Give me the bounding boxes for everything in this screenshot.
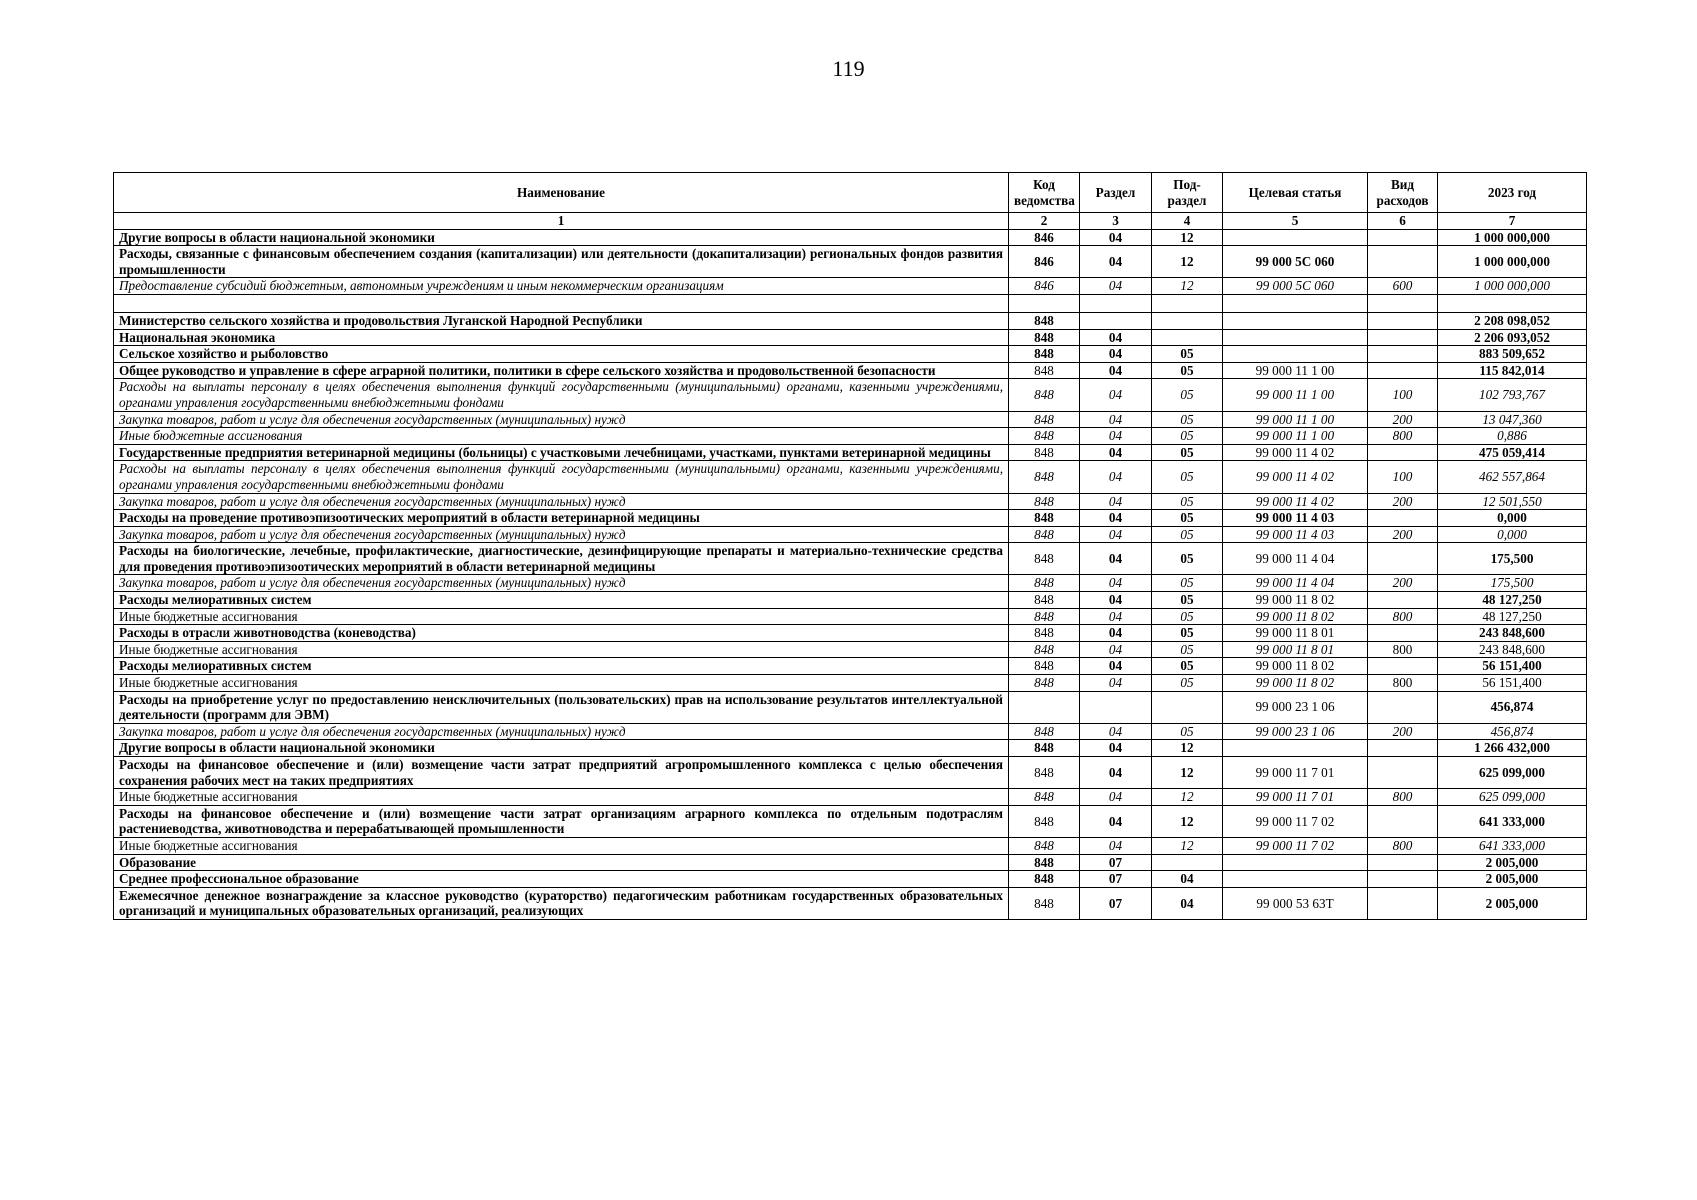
row-section	[1080, 691, 1152, 723]
row-dept-code: 848	[1009, 362, 1080, 379]
row-name: Образование	[114, 854, 1009, 871]
row-amount: 456,874	[1438, 723, 1587, 740]
row-target-article: 99 000 11 4 04	[1223, 543, 1368, 575]
row-dept-code: 848	[1009, 346, 1080, 363]
row-target-article: 99 000 11 1 00	[1223, 411, 1368, 428]
row-target-article: 99 000 23 1 06	[1223, 723, 1368, 740]
row-target-article: 99 000 11 4 02	[1223, 461, 1368, 493]
row-expense-type: 200	[1368, 723, 1438, 740]
row-dept-code: 848	[1009, 805, 1080, 837]
row-subsection	[1152, 294, 1223, 312]
row-subsection	[1152, 691, 1223, 723]
row-expense-type: 800	[1368, 641, 1438, 658]
row-name: Среднее профессиональное образование	[114, 871, 1009, 888]
table-row	[114, 229, 1587, 246]
row-section: 04	[1080, 329, 1152, 346]
row-subsection: 04	[1152, 871, 1223, 888]
row-expense-type	[1368, 362, 1438, 379]
row-dept-code: 848	[1009, 510, 1080, 527]
row-amount: 0,000	[1438, 526, 1587, 543]
table-row	[114, 691, 1587, 723]
row-amount: 641 333,000	[1438, 805, 1587, 837]
row-expense-type	[1368, 543, 1438, 575]
row-dept-code: 848	[1009, 444, 1080, 461]
row-subsection: 05	[1152, 675, 1223, 692]
row-target-article: 99 000 11 8 01	[1223, 641, 1368, 658]
row-name: Расходы на выплаты персоналу в целях обеспечения выполнения функций государственными (муниципальными) органами, казенными учреждениями, органами управления государственными внебюджетными фондами	[114, 461, 1009, 493]
table-body	[114, 229, 1587, 919]
row-expense-type: 800	[1368, 608, 1438, 625]
header-row	[114, 173, 1587, 213]
row-name: Закупка товаров, работ и услуг для обеспечения государственных (муниципальных) нужд	[114, 411, 1009, 428]
row-dept-code: 848	[1009, 329, 1080, 346]
row-target-article	[1223, 346, 1368, 363]
row-subsection: 05	[1152, 543, 1223, 575]
row-amount: 56 151,400	[1438, 658, 1587, 675]
table-row	[114, 510, 1587, 527]
row-subsection: 05	[1152, 346, 1223, 363]
row-section: 04	[1080, 575, 1152, 592]
row-section: 04	[1080, 444, 1152, 461]
header-number: 5	[1223, 213, 1368, 230]
row-name: Иные бюджетные ассигнования	[114, 675, 1009, 692]
row-subsection: 12	[1152, 837, 1223, 854]
row-target-article: 99 000 11 7 01	[1223, 789, 1368, 806]
row-section: 04	[1080, 789, 1152, 806]
table-row	[114, 543, 1587, 575]
table-row	[114, 608, 1587, 625]
table-row	[114, 411, 1587, 428]
row-name: Расходы на проведение противоэпизоотических мероприятий в области ветеринарной медицины	[114, 510, 1009, 527]
row-subsection: 05	[1152, 575, 1223, 592]
row-dept-code: 848	[1009, 871, 1080, 888]
row-amount: 2 005,000	[1438, 854, 1587, 871]
row-section: 04	[1080, 675, 1152, 692]
row-name: Иные бюджетные ассигнования	[114, 789, 1009, 806]
header-year: 2023 год	[1438, 173, 1587, 213]
row-subsection: 05	[1152, 592, 1223, 609]
row-amount: 456,874	[1438, 691, 1587, 723]
row-subsection	[1152, 312, 1223, 329]
row-section: 04	[1080, 641, 1152, 658]
row-target-article: 99 000 11 8 02	[1223, 592, 1368, 609]
row-target-article: 99 000 11 1 00	[1223, 379, 1368, 411]
row-name: Расходы, связанные с финансовым обеспечением создания (капитализации) или деятельности (докапитализации) региональных фондов развития промышленности	[114, 246, 1009, 278]
row-subsection: 12	[1152, 757, 1223, 789]
row-section	[1080, 294, 1152, 312]
row-section: 04	[1080, 757, 1152, 789]
row-amount: 2 208 098,052	[1438, 312, 1587, 329]
row-target-article: 99 000 11 7 02	[1223, 805, 1368, 837]
table-row	[114, 346, 1587, 363]
row-amount: 1 000 000,000	[1438, 229, 1587, 246]
row-target-article: 99 000 11 8 02	[1223, 675, 1368, 692]
row-name: Национальная экономика	[114, 329, 1009, 346]
row-subsection	[1152, 329, 1223, 346]
row-target-article: 99 000 11 8 02	[1223, 608, 1368, 625]
row-section: 07	[1080, 854, 1152, 871]
table-row	[114, 428, 1587, 445]
row-name: Расходы на приобретение услуг по предоставлению неисключительных (пользовательских) прав на использование результатов интеллектуальной деятельности (программ для ЭВМ)	[114, 691, 1009, 723]
row-expense-type: 200	[1368, 493, 1438, 510]
row-name: Иные бюджетные ассигнования	[114, 837, 1009, 854]
row-section: 04	[1080, 461, 1152, 493]
row-section: 04	[1080, 428, 1152, 445]
row-amount	[1438, 294, 1587, 312]
row-expense-type: 800	[1368, 789, 1438, 806]
row-dept-code: 848	[1009, 428, 1080, 445]
row-dept-code: 848	[1009, 757, 1080, 789]
row-section: 04	[1080, 740, 1152, 757]
row-subsection: 05	[1152, 362, 1223, 379]
row-amount: 625 099,000	[1438, 757, 1587, 789]
header-section: Раздел	[1080, 173, 1152, 213]
row-name: Общее руководство и управление в сфере аграрной политики, политики в сфере сельского хозяйства и продовольственной безопасности	[114, 362, 1009, 379]
row-target-article: 99 000 11 4 02	[1223, 444, 1368, 461]
row-name: Другие вопросы в области национальной экономики	[114, 229, 1009, 246]
table-row	[114, 740, 1587, 757]
row-dept-code: 848	[1009, 608, 1080, 625]
row-amount: 1 000 000,000	[1438, 246, 1587, 278]
row-dept-code	[1009, 691, 1080, 723]
row-name: Расходы на биологические, лечебные, профилактические, диагностические, дезинфицирующие препараты и материально-технические средства для проведения противоэпизоотических мероприятий в области ветеринарной медицины	[114, 543, 1009, 575]
row-expense-type	[1368, 312, 1438, 329]
table-row	[114, 641, 1587, 658]
row-expense-type	[1368, 625, 1438, 642]
row-expense-type	[1368, 510, 1438, 527]
row-section: 04	[1080, 278, 1152, 295]
row-expense-type: 100	[1368, 461, 1438, 493]
header-number: 4	[1152, 213, 1223, 230]
row-dept-code: 848	[1009, 625, 1080, 642]
row-subsection: 05	[1152, 379, 1223, 411]
table-row	[114, 625, 1587, 642]
row-subsection: 12	[1152, 805, 1223, 837]
row-section: 07	[1080, 887, 1152, 919]
table-row	[114, 379, 1587, 411]
table-row	[114, 444, 1587, 461]
header-number: 3	[1080, 213, 1152, 230]
page-number: 119	[832, 56, 865, 81]
row-section: 04	[1080, 625, 1152, 642]
row-name	[114, 294, 1009, 312]
row-dept-code: 848	[1009, 493, 1080, 510]
row-subsection: 12	[1152, 246, 1223, 278]
row-name: Ежемесячное денежное вознаграждение за классное руководство (кураторство) педагогическим работникам государственных образовательных организаций и муниципальных образовательных организаций, реализующих	[114, 887, 1009, 919]
row-name: Сельское хозяйство и рыболовство	[114, 346, 1009, 363]
row-target-article: 99 000 23 1 06	[1223, 691, 1368, 723]
row-target-article: 99 000 11 4 03	[1223, 510, 1368, 527]
row-target-article: 99 000 11 7 01	[1223, 757, 1368, 789]
row-dept-code: 848	[1009, 312, 1080, 329]
row-target-article: 99 000 11 8 01	[1223, 625, 1368, 642]
table-row	[114, 837, 1587, 854]
row-dept-code: 848	[1009, 411, 1080, 428]
row-target-article: 99 000 11 4 02	[1223, 493, 1368, 510]
row-name: Расходы на финансовое обеспечение и (или) возмещение части затрат организациям аграрного комплекса по отдельным подотраслям растениеводства, животноводства и перерабатывающей промышленности	[114, 805, 1009, 837]
row-section: 04	[1080, 510, 1152, 527]
row-amount: 462 557,864	[1438, 461, 1587, 493]
table-row	[114, 278, 1587, 295]
header-number: 2	[1009, 213, 1080, 230]
row-expense-type	[1368, 854, 1438, 871]
row-expense-type: 800	[1368, 428, 1438, 445]
row-subsection: 04	[1152, 887, 1223, 919]
row-amount: 2 206 093,052	[1438, 329, 1587, 346]
row-subsection: 05	[1152, 608, 1223, 625]
row-section: 04	[1080, 362, 1152, 379]
row-name: Расходы мелиоративных систем	[114, 658, 1009, 675]
row-subsection: 05	[1152, 658, 1223, 675]
row-expense-type	[1368, 658, 1438, 675]
table-row	[114, 575, 1587, 592]
row-section: 04	[1080, 592, 1152, 609]
header-number: 7	[1438, 213, 1587, 230]
row-section: 04	[1080, 723, 1152, 740]
row-expense-type	[1368, 691, 1438, 723]
row-target-article: 99 000 53 63Т	[1223, 887, 1368, 919]
row-amount: 1 266 432,000	[1438, 740, 1587, 757]
row-expense-type: 200	[1368, 526, 1438, 543]
row-dept-code: 848	[1009, 675, 1080, 692]
row-section: 04	[1080, 805, 1152, 837]
row-target-article	[1223, 740, 1368, 757]
row-dept-code: 848	[1009, 658, 1080, 675]
row-target-article	[1223, 312, 1368, 329]
table-row	[114, 789, 1587, 806]
row-expense-type: 800	[1368, 837, 1438, 854]
row-amount: 115 842,014	[1438, 362, 1587, 379]
row-name: Расходы в отрасли животноводства (коневодства)	[114, 625, 1009, 642]
table-row	[114, 294, 1587, 312]
row-target-article: 99 000 11 1 00	[1223, 428, 1368, 445]
row-expense-type: 800	[1368, 675, 1438, 692]
row-subsection: 12	[1152, 740, 1223, 757]
row-amount: 641 333,000	[1438, 837, 1587, 854]
row-expense-type	[1368, 246, 1438, 278]
row-amount: 0,000	[1438, 510, 1587, 527]
row-target-article: 99 000 11 1 00	[1223, 362, 1368, 379]
row-dept-code: 846	[1009, 246, 1080, 278]
row-amount: 102 793,767	[1438, 379, 1587, 411]
row-dept-code: 848	[1009, 461, 1080, 493]
row-amount: 1 000 000,000	[1438, 278, 1587, 295]
row-subsection: 05	[1152, 625, 1223, 642]
row-dept-code: 848	[1009, 740, 1080, 757]
row-target-article: 99 000 11 7 02	[1223, 837, 1368, 854]
row-section: 04	[1080, 246, 1152, 278]
row-expense-type	[1368, 294, 1438, 312]
row-dept-code: 848	[1009, 723, 1080, 740]
row-subsection: 12	[1152, 278, 1223, 295]
row-dept-code: 848	[1009, 837, 1080, 854]
row-name: Закупка товаров, работ и услуг для обеспечения государственных (муниципальных) нужд	[114, 526, 1009, 543]
table-row	[114, 854, 1587, 871]
table-row	[114, 312, 1587, 329]
row-expense-type: 200	[1368, 411, 1438, 428]
table-row	[114, 362, 1587, 379]
row-subsection: 05	[1152, 461, 1223, 493]
row-amount: 2 005,000	[1438, 887, 1587, 919]
row-amount: 243 848,600	[1438, 625, 1587, 642]
row-amount: 2 005,000	[1438, 871, 1587, 888]
row-dept-code: 846	[1009, 278, 1080, 295]
row-dept-code: 848	[1009, 592, 1080, 609]
row-expense-type: 600	[1368, 278, 1438, 295]
row-subsection: 12	[1152, 229, 1223, 246]
row-amount: 12 501,550	[1438, 493, 1587, 510]
budget-table	[113, 172, 1587, 920]
row-amount: 625 099,000	[1438, 789, 1587, 806]
table-row	[114, 723, 1587, 740]
row-name: Закупка товаров, работ и услуг для обеспечения государственных (муниципальных) нужд	[114, 723, 1009, 740]
row-dept-code: 846	[1009, 229, 1080, 246]
row-amount: 243 848,600	[1438, 641, 1587, 658]
row-target-article: 99 000 5С 060	[1223, 246, 1368, 278]
row-subsection: 05	[1152, 510, 1223, 527]
table-row	[114, 887, 1587, 919]
row-name: Предоставление субсидий бюджетным, автономным учреждениям и иным некоммерческим организациям	[114, 278, 1009, 295]
row-section: 04	[1080, 411, 1152, 428]
row-target-article: 99 000 11 4 04	[1223, 575, 1368, 592]
row-subsection: 05	[1152, 493, 1223, 510]
header-number: 6	[1368, 213, 1438, 230]
row-section: 04	[1080, 837, 1152, 854]
row-target-article: 99 000 11 8 02	[1223, 658, 1368, 675]
row-name: Иные бюджетные ассигнования	[114, 428, 1009, 445]
header-name: Наименование	[114, 173, 1009, 213]
row-section: 04	[1080, 493, 1152, 510]
row-dept-code: 848	[1009, 526, 1080, 543]
table-row	[114, 329, 1587, 346]
row-section: 04	[1080, 379, 1152, 411]
row-expense-type	[1368, 740, 1438, 757]
table-row	[114, 493, 1587, 510]
header-number: 1	[114, 213, 1009, 230]
row-section: 04	[1080, 608, 1152, 625]
row-name: Расходы на финансовое обеспечение и (или) возмещение части затрат предприятий агропромышленного комплекса с целью обеспечения сохранения рабочих мест на таких предприятиях	[114, 757, 1009, 789]
row-subsection: 05	[1152, 723, 1223, 740]
row-subsection: 05	[1152, 641, 1223, 658]
row-dept-code: 848	[1009, 789, 1080, 806]
row-target-article	[1223, 294, 1368, 312]
table-row	[114, 658, 1587, 675]
row-expense-type: 200	[1368, 575, 1438, 592]
row-subsection	[1152, 854, 1223, 871]
row-section: 04	[1080, 658, 1152, 675]
header-expense: Вид расходов	[1368, 173, 1438, 213]
row-expense-type	[1368, 346, 1438, 363]
row-section: 04	[1080, 526, 1152, 543]
row-expense-type: 100	[1368, 379, 1438, 411]
row-target-article	[1223, 229, 1368, 246]
row-section	[1080, 312, 1152, 329]
row-expense-type	[1368, 887, 1438, 919]
row-subsection: 05	[1152, 444, 1223, 461]
row-amount: 883 509,652	[1438, 346, 1587, 363]
row-amount: 475 059,414	[1438, 444, 1587, 461]
row-amount: 0,886	[1438, 428, 1587, 445]
row-section: 04	[1080, 543, 1152, 575]
row-subsection: 05	[1152, 428, 1223, 445]
row-dept-code: 848	[1009, 641, 1080, 658]
table-row	[114, 526, 1587, 543]
row-amount: 56 151,400	[1438, 675, 1587, 692]
row-target-article	[1223, 871, 1368, 888]
row-expense-type	[1368, 757, 1438, 789]
row-dept-code: 848	[1009, 379, 1080, 411]
row-target-article: 99 000 11 4 03	[1223, 526, 1368, 543]
row-target-article	[1223, 854, 1368, 871]
table-row	[114, 757, 1587, 789]
row-name: Государственные предприятия ветеринарной медицины (больницы) с участковыми лечебницами, участками, пунктами ветеринарной медицины	[114, 444, 1009, 461]
row-name: Иные бюджетные ассигнования	[114, 641, 1009, 658]
row-expense-type	[1368, 592, 1438, 609]
row-amount: 48 127,250	[1438, 608, 1587, 625]
header-dept: Код ведомства	[1009, 173, 1080, 213]
row-name: Закупка товаров, работ и услуг для обеспечения государственных (муниципальных) нужд	[114, 575, 1009, 592]
row-section: 04	[1080, 346, 1152, 363]
row-name: Другие вопросы в области национальной экономики	[114, 740, 1009, 757]
row-dept-code: 848	[1009, 575, 1080, 592]
row-amount: 13 047,360	[1438, 411, 1587, 428]
table-row	[114, 592, 1587, 609]
row-name: Расходы мелиоративных систем	[114, 592, 1009, 609]
row-subsection: 05	[1152, 411, 1223, 428]
header-target: Целевая статья	[1223, 173, 1368, 213]
row-dept-code: 848	[1009, 887, 1080, 919]
row-dept-code: 848	[1009, 543, 1080, 575]
table-row	[114, 461, 1587, 493]
table-row	[114, 871, 1587, 888]
row-amount: 48 127,250	[1438, 592, 1587, 609]
row-name: Министерство сельского хозяйства и продовольствия Луганской Народной Республики	[114, 312, 1009, 329]
table-row	[114, 805, 1587, 837]
row-section: 04	[1080, 229, 1152, 246]
row-amount: 175,500	[1438, 575, 1587, 592]
row-target-article	[1223, 329, 1368, 346]
header-subsection: Под-раздел	[1152, 173, 1223, 213]
row-amount: 175,500	[1438, 543, 1587, 575]
row-target-article: 99 000 5С 060	[1223, 278, 1368, 295]
row-subsection: 12	[1152, 789, 1223, 806]
row-name: Иные бюджетные ассигнования	[114, 608, 1009, 625]
table-row	[114, 675, 1587, 692]
row-name: Расходы на выплаты персоналу в целях обеспечения выполнения функций государственными (муниципальными) органами, казенными учреждениями, органами управления государственными внебюджетными фондами	[114, 379, 1009, 411]
row-expense-type	[1368, 805, 1438, 837]
row-subsection: 05	[1152, 526, 1223, 543]
row-expense-type	[1368, 444, 1438, 461]
row-dept-code: 848	[1009, 854, 1080, 871]
header-numbers-row	[114, 213, 1587, 230]
row-dept-code	[1009, 294, 1080, 312]
row-expense-type	[1368, 329, 1438, 346]
row-section: 07	[1080, 871, 1152, 888]
table-row	[114, 246, 1587, 278]
row-expense-type	[1368, 229, 1438, 246]
row-expense-type	[1368, 871, 1438, 888]
row-name: Закупка товаров, работ и услуг для обеспечения государственных (муниципальных) нужд	[114, 493, 1009, 510]
